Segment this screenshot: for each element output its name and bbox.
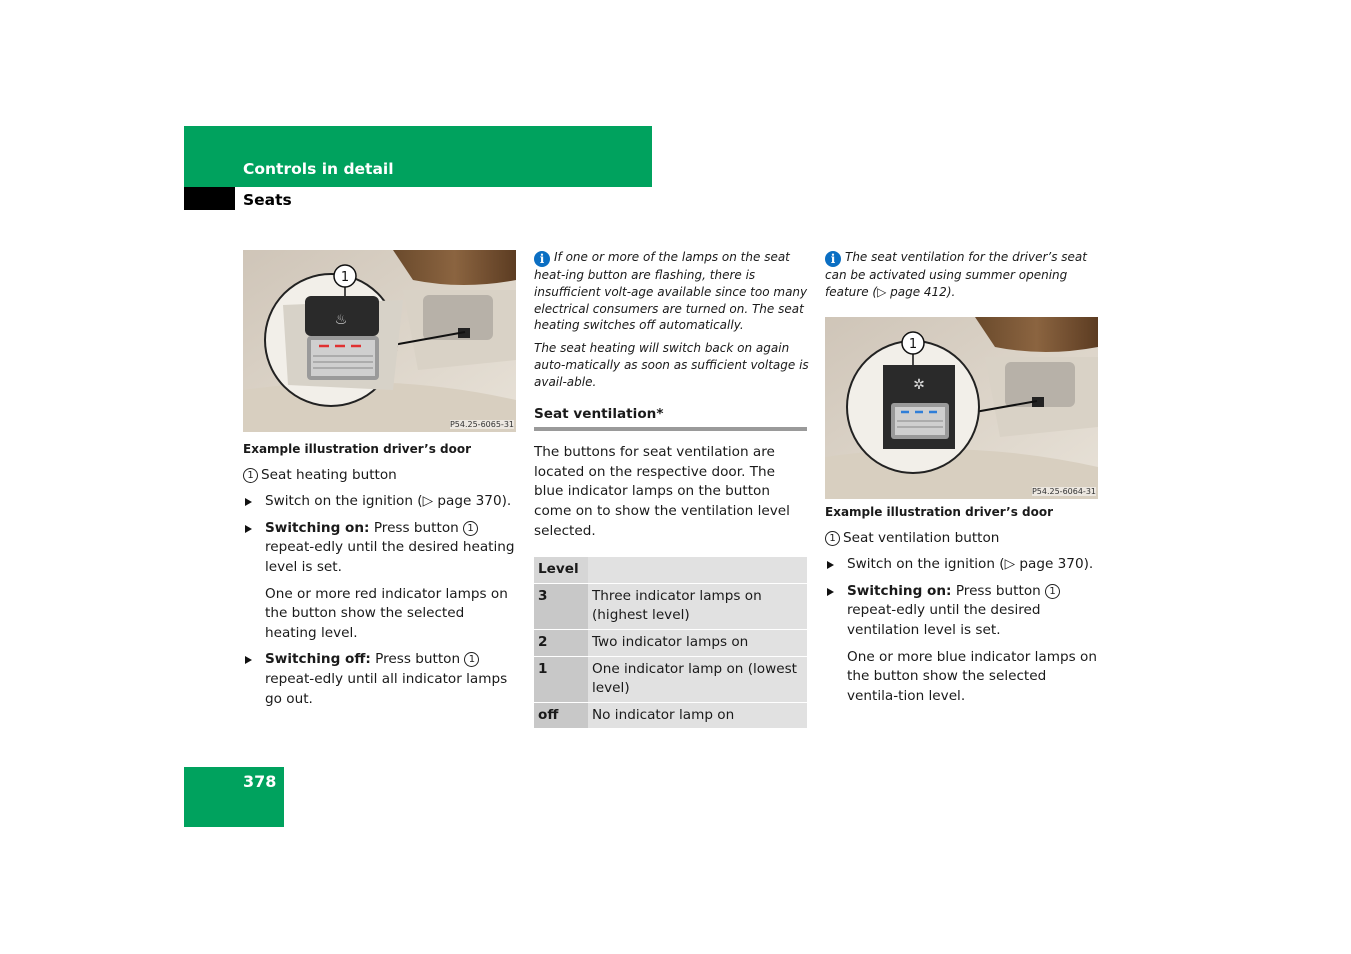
step-switch-on: [825, 582, 1099, 641]
step-switch-on: [243, 519, 517, 578]
door-panel-illustration: [825, 317, 1098, 499]
note-text: The seat ventilation for the driver’s seat can be activated using summer opening feature (▷ page 412).: [825, 250, 1087, 299]
section-tab-marker: [184, 187, 235, 210]
table-header-row: [534, 557, 807, 583]
page-number: 378: [243, 772, 277, 791]
desc-cell: Three indicator lamps on (highest level): [588, 583, 807, 629]
note-text: If one or more of the lamps on the seat heat-ing button are flashing, there is insufficient volt-age available since too many electrical consumers are turned on. The seat heating switches off automatically.: [534, 250, 808, 333]
level-cell: 2: [534, 629, 588, 656]
bullet-arrow-icon: [827, 561, 834, 569]
desc-cell: No indicator lamp on: [588, 702, 807, 729]
step-text: Switch on the ignition (▷ page 370).: [265, 493, 512, 510]
info-icon: i: [825, 251, 841, 267]
desc-cell: One indicator lamp on (lowest level): [588, 656, 807, 702]
ventilation-body: The buttons for seat ventilation are located on the respective door. The blue indicator lamps on the button come on to show the ventilation level selected.: [534, 444, 790, 539]
step-label: Switching off:: [265, 651, 371, 668]
ventilation-level-table: [534, 557, 807, 729]
step-ignition: [825, 555, 1105, 575]
callout-1: 1: [340, 270, 350, 285]
step-label: Switching on:: [265, 519, 370, 536]
step-label: Switching on:: [847, 582, 952, 599]
section-rule: [534, 427, 807, 431]
info-note-summer-opening: [825, 249, 1100, 301]
table-row: [534, 583, 807, 629]
section-heading: Seat ventilation*: [534, 405, 664, 422]
level-cell: 1: [534, 656, 588, 702]
legend-item: [243, 466, 523, 486]
info-note-voltage: [534, 249, 809, 334]
step-text: Press button: [369, 519, 464, 536]
desc-cell: Two indicator lamps on: [588, 629, 807, 656]
callout-number: 1: [463, 521, 478, 536]
section-title: Seats: [243, 191, 292, 209]
legend-text: Seat ventilation button: [843, 529, 1000, 546]
image-caption: Example illustration driver’s door: [243, 442, 472, 456]
bullet-arrow-icon: [245, 656, 252, 664]
step-text: repeat-edly until the desired ventilation level is set.: [847, 602, 1041, 638]
table-header-level: Level: [534, 557, 588, 583]
step-text: repeat-edly until the desired heating level is set.: [265, 539, 515, 575]
step-text: Switch on the ignition (▷ page 370).: [847, 556, 1094, 573]
seat-ventilation-photo: [825, 317, 1098, 499]
bullet-arrow-icon: [245, 525, 252, 533]
chapter-title: Controls in detail: [243, 160, 394, 178]
callout-number: 1: [1045, 584, 1060, 599]
step-ignition: [243, 492, 523, 512]
callout-number: 1: [825, 531, 840, 546]
image-caption: Example illustration driver’s door: [825, 505, 1054, 519]
level-cell: 3: [534, 583, 588, 629]
level-cell: off: [534, 702, 588, 729]
heating-indicator-note: One or more red indicator lamps on the button show the selected heating level.: [265, 585, 508, 641]
step-text: Press button: [951, 582, 1046, 599]
door-panel-illustration: [243, 250, 516, 432]
callout-number: 1: [464, 652, 479, 667]
legend-item: [825, 529, 1105, 549]
ventilation-indicator-note: One or more blue indicator lamps on the button show the selected ventila-tion level.: [847, 648, 1097, 704]
table-row: [534, 629, 807, 656]
callout-1: 1: [908, 337, 918, 352]
step-text: repeat-edly until all indicator lamps go out.: [265, 670, 508, 707]
table-header-empty: [588, 557, 807, 583]
table-row: [534, 656, 807, 702]
info-icon: i: [534, 251, 550, 267]
step-switch-off: [243, 650, 517, 709]
bullet-arrow-icon: [245, 498, 252, 506]
legend-text: Seat heating button: [261, 466, 397, 483]
callout-number: 1: [243, 468, 258, 483]
bullet-arrow-icon: [827, 588, 834, 596]
info-note-resume: The seat heating will switch back on again auto-matically as soon as sufficient voltage is avail-able.: [534, 341, 809, 389]
table-row: [534, 702, 807, 729]
image-code: P54.25-6065-31: [449, 420, 514, 429]
image-code: P54.25-6064-31: [1031, 487, 1096, 496]
svg-text:♨: ♨: [334, 312, 348, 328]
step-text: Press button: [370, 651, 465, 668]
seat-heating-photo: [243, 250, 516, 432]
svg-text:✲: ✲: [913, 377, 925, 393]
